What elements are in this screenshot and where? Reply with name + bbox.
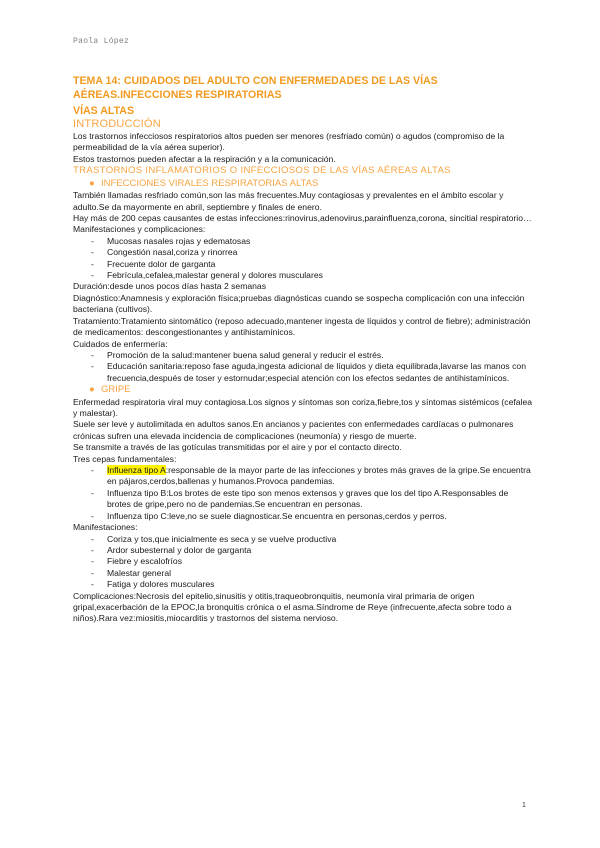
gripe-manifest-list — [73, 534, 533, 591]
list-item: - Educación sanitaria:reposo fase aguda,ingesta adicional de líquidos y dieta equilibrada,lavarse las manos con frecuencia,después de toser y estornudar;especial atención con los efectos sedantes de antihistamínicos. — [91, 361, 526, 383]
list-item: - Ardor subesternal y dolor de garganta — [91, 544, 252, 555]
viral-manifest-list — [73, 236, 533, 282]
gripe-cepas-label: Tres cepas fundamentales: — [73, 453, 177, 464]
viral-cuidados-label: Cuidados de enfermería: — [73, 338, 168, 349]
list-item: - Congestión nasal,coriza y rinorrea — [91, 247, 238, 258]
heading-introduccion: INTRODUCCIÓN — [73, 118, 161, 130]
gripe-paragraph-2: Suele ser leve y autolimitada en adultos sanos.En ancianos y pacientes con enfermedades cardíacas o pulmonares crónicas sufren una elevada incidencia de complicaciones (neumonía) y riesgo de muerte. — [73, 419, 514, 441]
title-line-1: TEMA 14: CUIDADOS DEL ADULTO CON ENFERMEDADES DE LAS VÍAS — [73, 75, 438, 87]
list-item: - Influenza tipo B:Los brotes de este tipo son menos extensos y graves que los del tipo A.Responsables de brotes de gripe,pero no de pandemias.Se encuentran en personas. — [91, 487, 509, 510]
list-item: - Fatiga y dolores musculares — [91, 579, 215, 590]
viral-paragraph-1: También llamadas resfriado común,son las más frecuentes.Muy contagiosas y prevalentes en el ámbito escolar y adulto.Se da mayormente en abril, septiembre y finales de enero. — [73, 190, 504, 212]
viral-tratamiento: Tratamiento:Tratamiento sintomático (reposo adecuado,mantener ingesta de líquidos y control de fiebre); administración de medicamentos: descongestionantes y antihistamínicos. — [73, 315, 531, 338]
bullet-dot-icon: ● — [89, 177, 95, 189]
heading-infecciones-virales — [89, 178, 533, 191]
list-item: - Malestar general — [91, 567, 172, 578]
list-item: - Promoción de la salud:mantener buena salud general y reducir el estrés. — [91, 349, 384, 360]
viral-paragraph-2: Hay más de 200 cepas causantes de estas infecciones:rinovirus,adenovirus,parainfluenza,corona, sincitial respiratorio… — [73, 213, 532, 224]
viral-manifest-label: Manifestaciones y complicaciones: — [73, 224, 206, 235]
gripe-complicaciones: Complicaciones:Necrosis del epitelio,sinusitis y otitis,traqueobronquitis, neumonía viral primaria de origen gripal,exacerbación de la EPOC,la bronquitis crónica o el asma.Síndrome de Reye (infrecuente,afecta sobre todo a niños).Rara vez:miositis,miocarditis y trastornos del sistema nervioso. — [73, 590, 512, 624]
intro-paragraph-1: Los trastornos infecciosos respiratorios altos pueden ser menores (resfriado común) o agudos (compromiso de la permeabilidad de la vía aérea superior). — [73, 131, 505, 153]
list-item: - Influenza tipo A:responsable de la mayor parte de las infecciones y brotes más graves de la gripe.Se encuentra en pájaros,cerdos,ballenas y humanos.Provoca pandemias. — [91, 465, 531, 487]
list-item: - Coriza y tos,que inicialmente es seca y se vuelve productiva — [91, 533, 337, 544]
heading-gripe-text: GRIPE — [101, 384, 131, 396]
heading-vias-altas: VÍAS ALTAS — [73, 105, 135, 117]
heading-infecciones-virales-text: INFECCIONES VIRALES RESPIRATORIAS ALTAS — [101, 177, 319, 189]
list-item: - Influenza tipo C:leve,no se suele diagnosticar.Se encuentra en personas,cerdos y perros. — [91, 510, 447, 521]
gripe-cepas-list — [73, 465, 533, 522]
intro-paragraph-2: Estos trastornos pueden afectar a la respiración y a la comunicación. — [73, 153, 336, 164]
author-name: Paola López — [73, 37, 130, 46]
title-line-2: AÉREAS.INFECCIONES RESPIRATORIAS — [73, 89, 282, 101]
list-item: - Febrícula,cefalea,malestar general y dolores musculares — [91, 270, 323, 281]
list-item: - Mucosas nasales rojas y edematosas — [91, 235, 251, 246]
viral-duracion: Duración:desde unos pocos días hasta 2 semanas — [73, 281, 267, 292]
document-body — [73, 74, 533, 625]
highlighted-text: Influenza tipo A — [107, 465, 166, 476]
list-item: - Fiebre y escalofríos — [91, 556, 182, 567]
gripe-paragraph-3: Se transmite a través de las gotículas transmitidas por el aire y por el contacto directo. — [73, 442, 402, 453]
heading-trastornos: TRASTORNOS INFLAMATORIOS O INFECCIOSOS DE LAS VÍAS AÉREAS ALTAS — [73, 165, 451, 177]
viral-diagnostico: Diagnóstico:Anamnesis y exploración física;pruebas diagnósticas cuando se sospecha complicación con una infección bacteriana (cultivos). — [73, 292, 525, 315]
heading-gripe — [89, 384, 533, 397]
bullet-dot-icon: ● — [89, 384, 95, 396]
gripe-manifest-label: Manifestaciones: — [73, 522, 138, 533]
list-item: - Frecuente dolor de garganta — [91, 258, 216, 269]
gripe-paragraph-1: Enfermedad respiratoria viral muy contagiosa.Los signos y síntomas son coriza,fiebre,tos y síntomas sistémicos (cefalea y malestar). — [73, 396, 533, 419]
viral-cuidados-list — [73, 350, 533, 384]
page-number: 1 — [522, 802, 526, 809]
